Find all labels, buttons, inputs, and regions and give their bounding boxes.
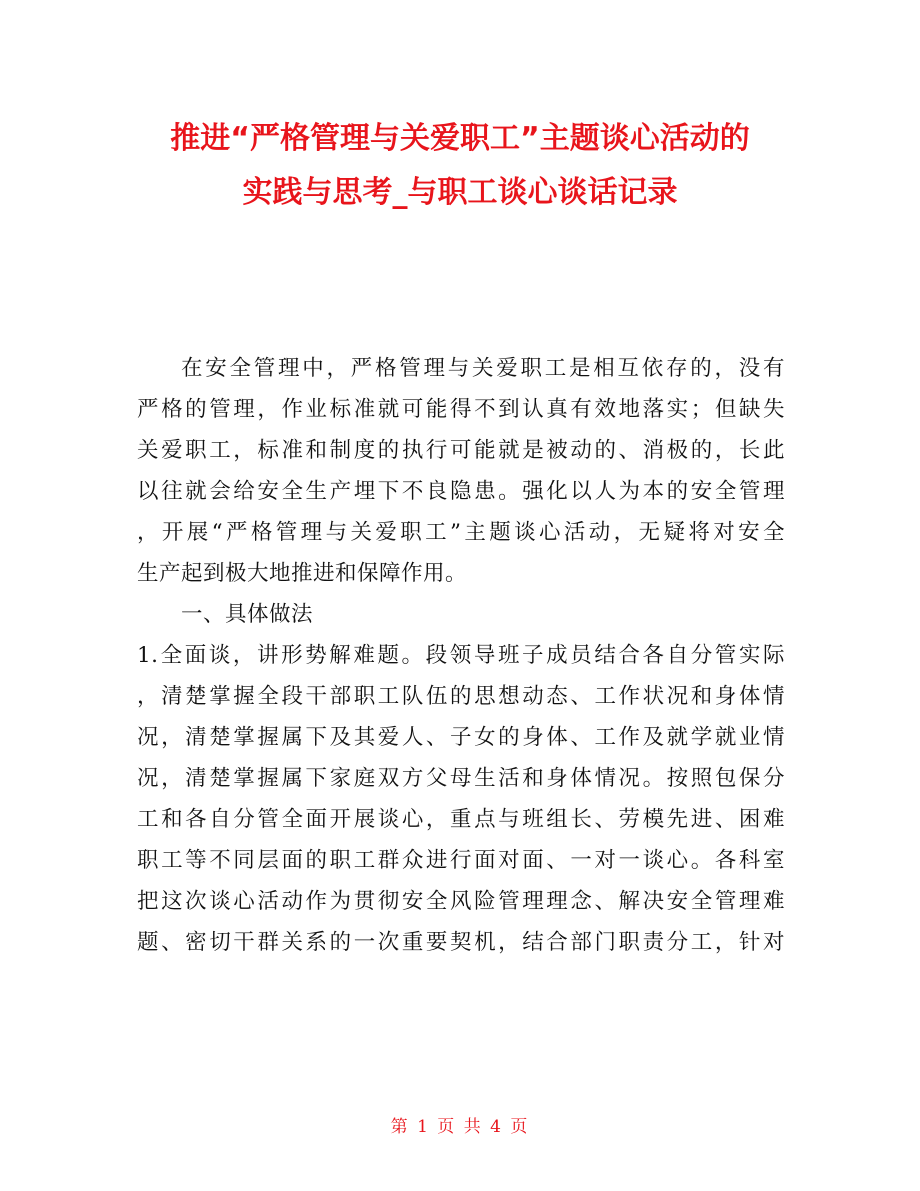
text-line: 把这次谈心活动作为贯彻安全风险管理理念、解决安全管理难 [137,889,785,914]
text-line: 生产起到极大地推进和保障作用。 [137,561,468,586]
text-line: 严格的管理，作业标准就可能得不到认真有效地落实；但缺失 [137,397,785,422]
text-line: 题、密切干群关系的一次重要契机，结合部门职责分工，针对 [137,930,785,955]
title-line: 实践与思考_与职工谈心谈话记录 [242,175,678,210]
page-number: 第 1 页 共 4 页 [390,1117,530,1137]
text-line: 在安全管理中，严格管理与关爱职工是相互依存的，没有 [181,356,785,381]
title-line: 推进“严格管理与关爱职工”主题谈心活动的 [170,121,750,156]
section-heading: 一、具体做法 [181,602,314,627]
text-line: 工和各自分管全面开展谈心，重点与班组长、劳模先进、困难 [137,807,785,832]
text-line: ，清楚掌握全段干部职工队伍的思想动态、工作状况和身体情 [137,684,785,709]
text-line: 况，清楚掌握属下及其爱人、子女的身体、工作及就学就业情 [137,725,785,750]
document-title [120,112,800,220]
text-line: 以往就会给安全生产埋下不良隐患。强化以人为本的安全管理 [137,479,785,504]
text-line: 关爱职工，标准和制度的执行可能就是被动的、消极的，长此 [137,438,785,463]
paragraph-method-1 [137,635,785,963]
text-line: ，开展“严格管理与关爱职工”主题谈心活动，无疑将对安全 [137,520,785,545]
text-line: 职工等不同层面的职工群众进行面对面、一对一谈心。各科室 [137,848,785,873]
text-line: 1.全面谈，讲形势解难题。段领导班子成员结合各自分管实际 [137,643,785,668]
text-line: 况，清楚掌握属下家庭双方父母生活和身体情况。按照包保分 [137,766,785,791]
document-body [137,348,785,963]
paragraph-intro [137,348,785,594]
